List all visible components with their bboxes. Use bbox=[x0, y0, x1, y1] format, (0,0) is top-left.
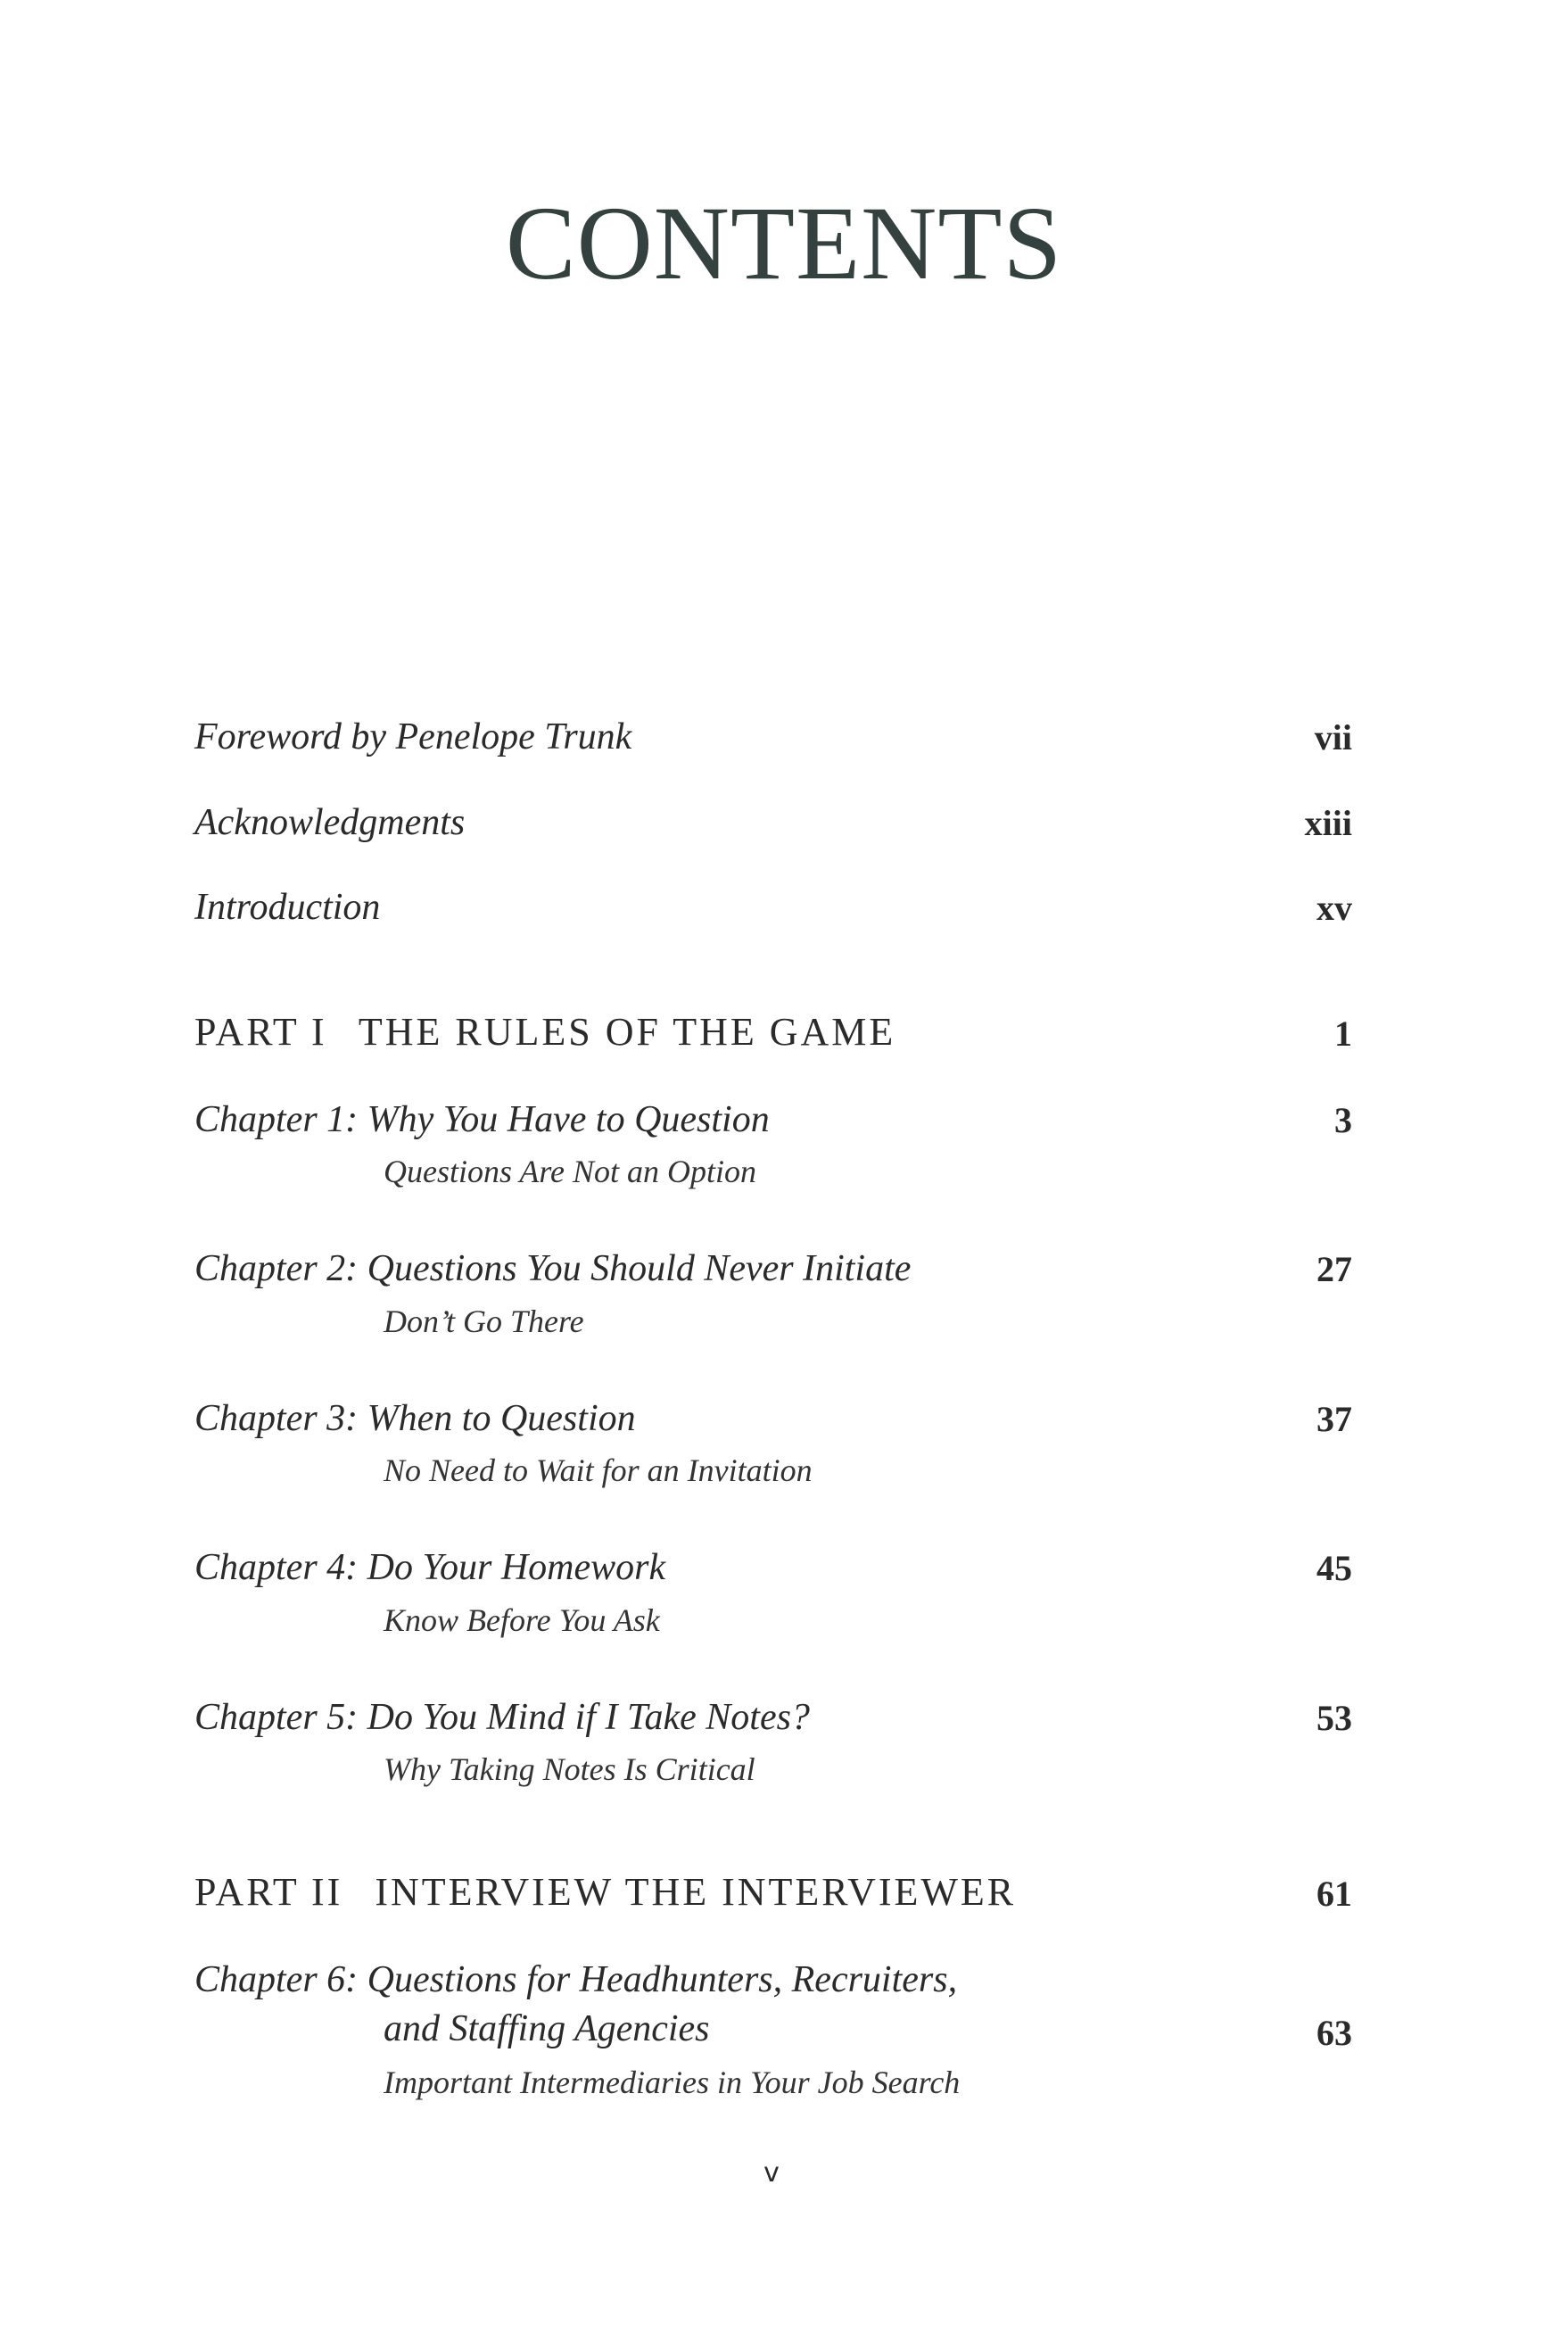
chapter-heading bbox=[194, 1247, 911, 1290]
entry-label: Foreword by Penelope Trunk bbox=[194, 716, 632, 757]
toc-chapter-4[interactable] bbox=[194, 1535, 1352, 1589]
chapter-prefix: Chapter 5: bbox=[194, 1697, 359, 1738]
chapter-page-number: 53 bbox=[1316, 1698, 1352, 1738]
toc-part-2[interactable] bbox=[194, 1861, 1352, 1915]
part-title: INTERVIEW THE INTERVIEWER bbox=[375, 1870, 1017, 1914]
chapter-page-number: 63 bbox=[1316, 2013, 1352, 2053]
chapter-subtitle: Questions Are Not an Option bbox=[384, 1154, 757, 1189]
chapter-subtitle: Don’t Go There bbox=[384, 1303, 584, 1339]
toc-chapter-5[interactable] bbox=[194, 1685, 1352, 1739]
page-title: CONTENTS bbox=[505, 185, 1063, 302]
chapter-page-number: 45 bbox=[1316, 1548, 1352, 1588]
page-number-footer: v bbox=[763, 2157, 780, 2189]
chapter-page-number: 27 bbox=[1316, 1249, 1352, 1289]
part-title: THE RULES OF THE GAME bbox=[358, 1010, 896, 1054]
toc-entry-acknowledgments[interactable] bbox=[194, 790, 1352, 844]
chapter-title: Questions You Should Never Initiate bbox=[367, 1248, 912, 1289]
part-heading bbox=[194, 1009, 895, 1055]
chapter-title-line-2: and Staffing Agencies bbox=[384, 2008, 710, 2049]
chapter-title: Why You Have to Question bbox=[367, 1099, 770, 1140]
part-page-number: 1 bbox=[1334, 1014, 1352, 1054]
chapter-subtitle: Important Intermediaries in Your Job Search bbox=[384, 2065, 961, 2100]
chapter-title: Questions for Headhunters, Recruiters, bbox=[367, 1959, 958, 2000]
part-page-number: 61 bbox=[1316, 1874, 1352, 1914]
chapter-prefix: Chapter 3: bbox=[194, 1398, 359, 1439]
entry-label: Acknowledgments bbox=[194, 802, 466, 843]
chapter-prefix: Chapter 1: bbox=[194, 1099, 359, 1140]
chapter-prefix: Chapter 6: bbox=[194, 1959, 359, 2000]
toc-entry-foreword[interactable] bbox=[194, 705, 1352, 758]
chapter-heading bbox=[194, 1958, 957, 2001]
chapter-heading bbox=[194, 1546, 665, 1589]
toc-chapter-6[interactable] bbox=[194, 1948, 1352, 2001]
chapter-subtitle: Why Taking Notes Is Critical bbox=[384, 1751, 755, 1787]
chapter-heading bbox=[194, 1397, 636, 1440]
part-number: PART II bbox=[194, 1870, 343, 1914]
entry-page-number: xv bbox=[1316, 888, 1352, 928]
chapter-title: Do Your Homework bbox=[367, 1547, 666, 1588]
chapter-prefix: Chapter 4: bbox=[194, 1547, 359, 1588]
chapter-subtitle: Know Before You Ask bbox=[384, 1602, 660, 1638]
entry-label: Introduction bbox=[194, 887, 381, 928]
part-heading bbox=[194, 1869, 1016, 1915]
chapter-title: When to Question bbox=[367, 1398, 636, 1439]
chapter-page-number: 3 bbox=[1334, 1100, 1352, 1140]
chapter-heading bbox=[194, 1098, 770, 1141]
chapter-heading bbox=[194, 1696, 810, 1739]
chapter-subtitle: No Need to Wait for an Invitation bbox=[384, 1452, 813, 1488]
toc-entry-introduction[interactable] bbox=[194, 875, 1352, 929]
entry-page-number: xiii bbox=[1304, 803, 1352, 843]
chapter-title: Do You Mind if I Take Notes? bbox=[367, 1697, 810, 1738]
entry-page-number: vii bbox=[1314, 717, 1352, 757]
chapter-prefix: Chapter 2: bbox=[194, 1248, 359, 1289]
toc-chapter-6-continued[interactable] bbox=[194, 2000, 1352, 2054]
toc-chapter-1[interactable] bbox=[194, 1088, 1352, 1141]
toc-chapter-3[interactable] bbox=[194, 1386, 1352, 1440]
toc-part-1[interactable] bbox=[194, 1001, 1352, 1055]
chapter-page-number: 37 bbox=[1316, 1399, 1352, 1439]
part-number: PART I bbox=[194, 1010, 327, 1054]
toc-chapter-2[interactable] bbox=[194, 1237, 1352, 1290]
